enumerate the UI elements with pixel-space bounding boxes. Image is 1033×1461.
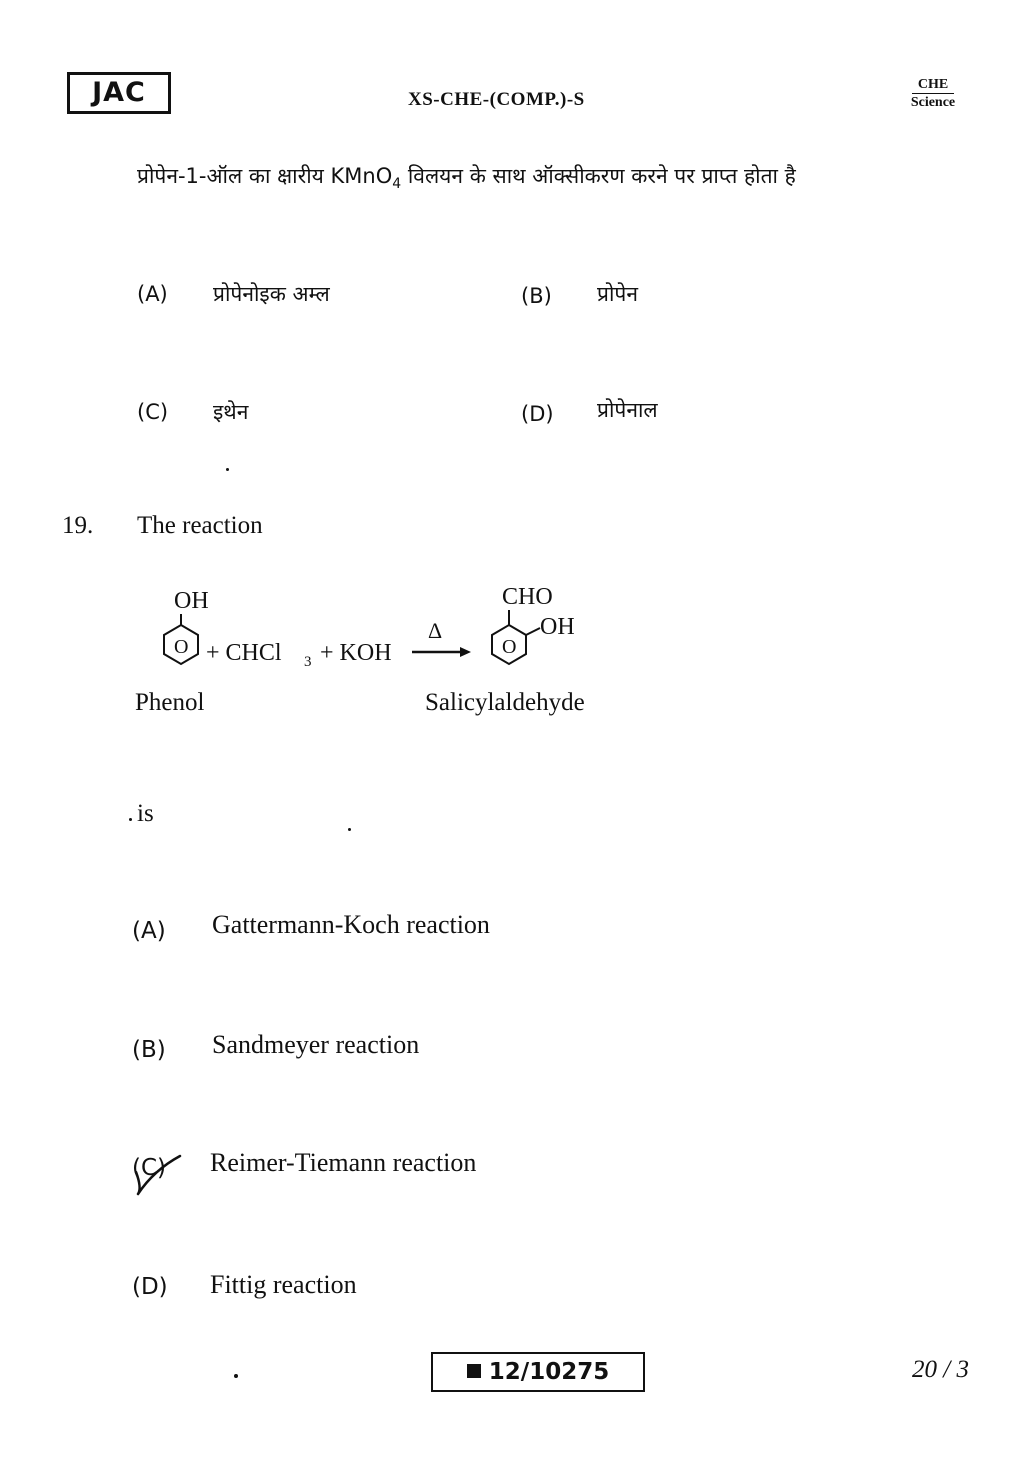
question-18-stem (137, 162, 796, 192)
product-oh-label: OH (540, 614, 575, 640)
q18-option-d-letter: (D) (521, 402, 554, 426)
footer-code-box (431, 1352, 645, 1392)
q18-option-c-letter: (C) (137, 400, 169, 424)
q19-option-d-letter: (D) (132, 1274, 168, 1300)
heat-condition: Δ (428, 618, 443, 643)
question-19-stem: The reaction (137, 512, 263, 539)
footer-code: 12/10275 (488, 1359, 610, 1385)
scan-speck (226, 468, 229, 471)
exam-board-label: JAC (92, 77, 146, 108)
subject-tag (893, 76, 973, 111)
q18-option-d-text: प्रोपेनाल (597, 398, 658, 422)
q19-option-b-text: Sandmeyer reaction (212, 1030, 420, 1059)
phenol-ring-label: O (174, 636, 189, 658)
phenol-name: Phenol (135, 689, 205, 716)
q18-option-a-letter: (A) (137, 282, 168, 306)
scan-speck (348, 828, 351, 831)
answer-tick-mark (128, 1148, 188, 1198)
q18-stem-part2: विलयन के साथ ऑक्सीकरण करने पर प्राप्त होता है (401, 164, 796, 188)
salicylaldehyde-name: Salicylaldehyde (425, 689, 585, 716)
reagent-koh: + KOH (320, 640, 392, 666)
q19-option-a-text: Gattermann-Koch reaction (212, 910, 490, 939)
reaction-arrowhead (460, 647, 471, 657)
square-bullet-icon (467, 1364, 481, 1378)
q18-option-b-text: प्रोपेन (597, 282, 638, 306)
question-19-tail: is (137, 800, 154, 827)
q19-option-c-text: Reimer-Tiemann reaction (210, 1148, 477, 1177)
reaction-scheme (130, 580, 610, 720)
product-cho-label: CHO (502, 584, 553, 610)
q19-option-a-letter: (A) (132, 918, 166, 944)
q18-stem-part1: प्रोपेन-1-ऑल का क्षारीय KMnO (137, 164, 393, 188)
q19-option-d-text: Fittig reaction (210, 1270, 357, 1299)
q18-option-a-text: प्रोपेनोइक अम्ल (213, 282, 330, 306)
exam-board-box (67, 72, 171, 114)
subject-code: CHE (912, 76, 954, 94)
product-ring-label: O (502, 636, 517, 658)
subject-stream: Science (910, 95, 956, 110)
question-19-number: 19. (62, 512, 94, 539)
q19-option-c-letter: (C) (132, 1155, 167, 1181)
scan-speck (234, 1374, 238, 1378)
q19-option-b-letter: (B) (132, 1037, 166, 1063)
q18-stem-subscript: 4 (392, 176, 402, 193)
q18-option-b-letter: (B) (521, 284, 552, 308)
scan-speck (129, 818, 132, 821)
phenol-oh-label: OH (174, 588, 209, 614)
reagent-chcl: + CHCl (206, 640, 282, 666)
paper-code: XS-CHE-(COMP.)-S (408, 89, 585, 110)
page-number: 20 / 3 (912, 1356, 969, 1383)
q18-option-c-text: इथेन (213, 400, 249, 424)
reagent-chcl-subscript: 3 (304, 654, 312, 670)
